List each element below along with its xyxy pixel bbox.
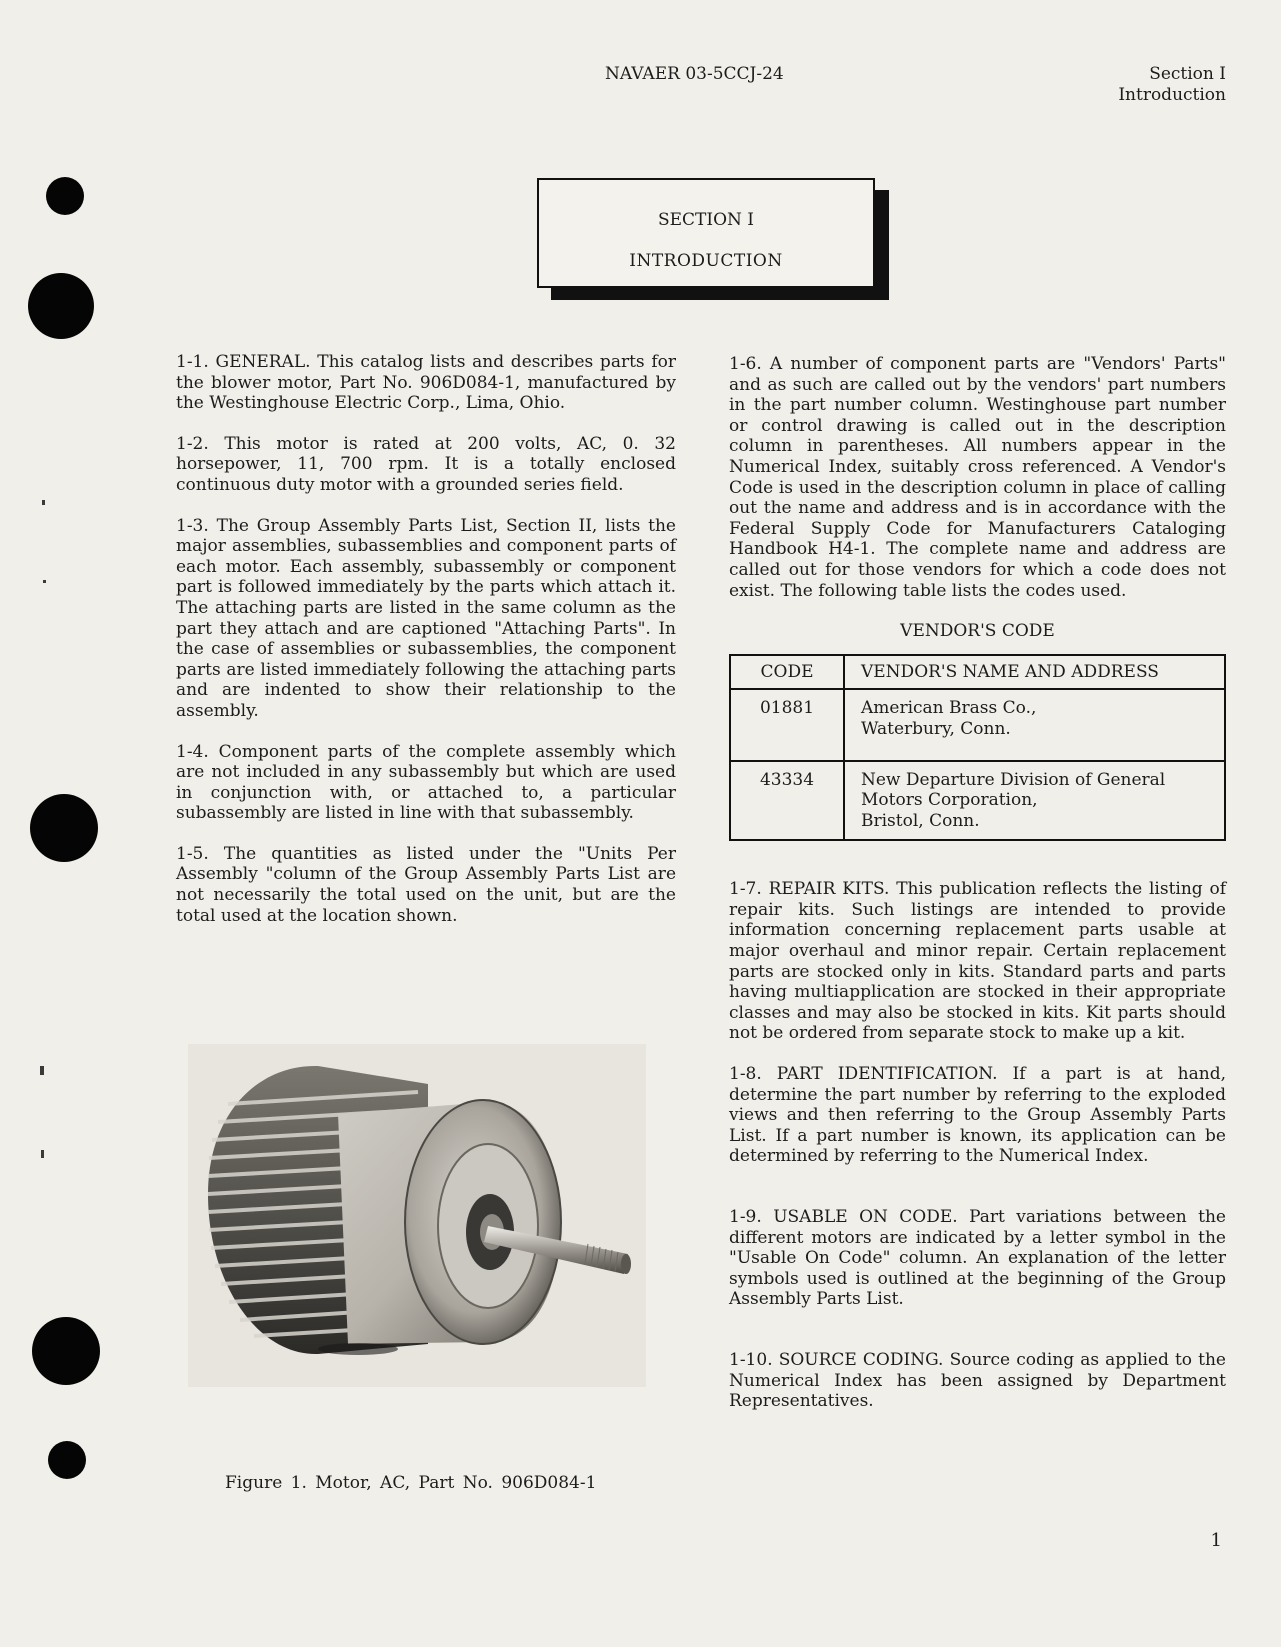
vendor-table-title: VENDOR'S CODE — [900, 621, 1055, 642]
binder-hole — [28, 273, 94, 339]
scan-speck — [41, 1150, 44, 1158]
section-title-box — [537, 178, 875, 288]
vendor-name-cell — [844, 761, 1225, 841]
vendor-name-line: Motors Corporation, — [861, 790, 1038, 811]
vendor-code-cell: 43334 — [730, 761, 844, 841]
scan-speck — [43, 580, 46, 583]
vendor-code-table — [729, 654, 1226, 842]
paragraph-1-4: 1-4. Component parts of the complete assembly which are not included in any subassembly but which are used in conjunction with, or attached to, a particular subassembly are listed in line with that subassembly. — [176, 741, 676, 824]
motor-illustration — [188, 1044, 646, 1387]
document-number: NAVAER 03-5CCJ-24 — [605, 64, 784, 84]
paragraph-1-7: 1-7. REPAIR KITS. This publication reflects the listing of repair kits. Such listings are intended to provide information concerning replacement parts usable at major overhaul and minor repair. Certain replacement parts are stocked only in kits. Standard parts and parts having multiapplication are stocked in their appropriate classes and may also be stocked in kits. Kit parts should not be ordered from separate stock to make up a kit. — [729, 879, 1226, 1044]
page-number: 1 — [1210, 1530, 1222, 1551]
section-name: Introduction — [1118, 85, 1226, 105]
paragraph-1-3: 1-3. The Group Assembly Parts List, Section II, lists the major assemblies, subassemblies and component parts of each motor. Each assembly, subassembly or component part is followed immediately by the parts which attach it. The attaching parts are listed in the same column as the part they attach and are captioned "Attaching Parts". In the case of assemblies or subassemblies, the component parts are listed immediately following the attaching parts and are indented to show their relationship to the assembly. — [176, 515, 676, 721]
column-header-vendor: VENDOR'S NAME AND ADDRESS — [844, 655, 1225, 690]
binder-hole — [30, 794, 98, 862]
vendor-name-line: American Brass Co., — [861, 698, 1037, 719]
paragraph-1-9: 1-9. USABLE ON CODE. Part variations between the different motors are indicated by a letter symbol in the "Usable On Code" column. An explanation of the letter symbols used is outlined at the beginning of the Group Assembly Parts List. — [729, 1207, 1226, 1310]
vendor-name-line: New Departure Division of General — [861, 769, 1166, 790]
vendor-code-cell: 01881 — [730, 689, 844, 760]
column-header-code: CODE — [730, 655, 844, 690]
vendor-name-line: Bristol, Conn. — [861, 810, 980, 831]
paragraph-1-5: 1-5. The quantities as listed under the "Units Per Assembly "column of the Group Assembly Parts List are not necessarily the total used on the unit, but are the total used at the location shown. — [176, 843, 676, 926]
table-row — [730, 689, 1225, 760]
scan-speck — [42, 500, 45, 505]
binder-hole — [46, 177, 84, 215]
paragraph-1-8: 1-8. PART IDENTIFICATION. If a part is at hand, determine the part number by referring to the exploded views and then referring to the Group Assembly Parts List. If a part number is known, its application can be determined by referring to the Numerical Index. — [729, 1064, 1226, 1167]
vendor-name-cell — [844, 689, 1225, 760]
table-row — [730, 761, 1225, 841]
table-header-row — [730, 655, 1225, 690]
binder-hole — [32, 1317, 100, 1385]
right-column — [729, 354, 1226, 1432]
scan-speck — [40, 1066, 44, 1075]
paragraph-1-2: 1-2. This motor is rated at 200 volts, AC, 0. 32 horsepower, 11, 700 rpm. It is a totally enclosed continuous duty motor with a grounded series field. — [176, 433, 676, 495]
paragraph-1-10: 1-10. SOURCE CODING. Source coding as applied to the Numerical Index has been assigned by Department Representatives. — [729, 1349, 1226, 1412]
section-header — [1118, 64, 1226, 106]
binder-hole — [48, 1441, 86, 1479]
paragraph-1-1: 1-1. GENERAL. This catalog lists and describes parts for the blower motor, Part No. 906D084-1, manufactured by the Westinghouse Electric Corp., Lima, Ohio. — [176, 352, 676, 414]
section-title: SECTION I — [657, 210, 755, 230]
paragraph-1-6: 1-6. A number of component parts are "Vendors' Parts" and as such are called out by the vendors' part numbers in the part number column. Westinghouse part number or control drawing is called out in the description column in parentheses. All numbers appear in the Numerical Index, suitably cross referenced. A Vendor's Code is used in the description column in place of calling out the name and address and is in accordance with the Federal Supply Code for Manufacturers Cataloging Handbook H4-1. The complete name and address are called out for those vendors for which a code does not exist. The following table lists the codes used. — [729, 354, 1226, 601]
section-subtitle: INTRODUCTION — [629, 251, 783, 271]
cell-spacer — [861, 740, 1208, 752]
vendor-name-line: Waterbury, Conn. — [861, 718, 1011, 739]
section-label: Section I — [1149, 64, 1226, 84]
left-column — [176, 352, 676, 946]
figure-caption: Figure 1. Motor, AC, Part No. 906D084-1 — [225, 1473, 597, 1493]
motor-photo — [188, 1044, 646, 1387]
